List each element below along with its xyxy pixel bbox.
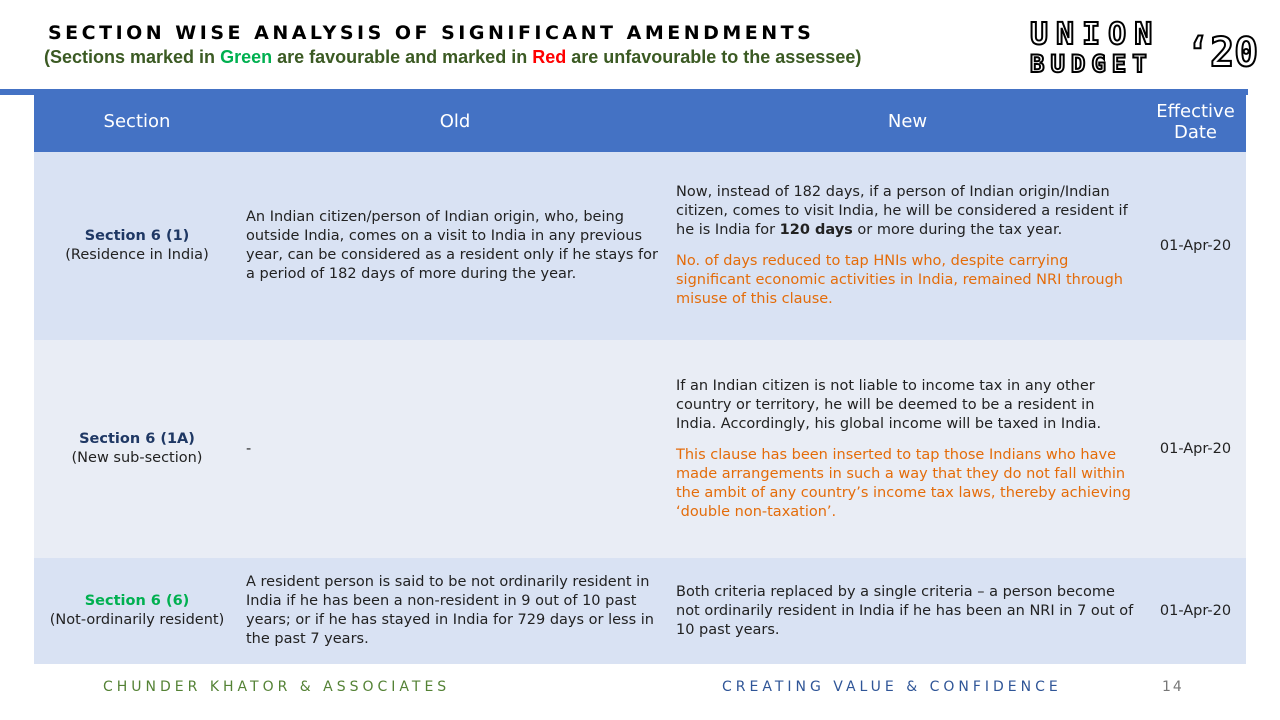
amendments-table [34, 91, 1246, 664]
subtitle-text: are unfavourable to the assessee) [566, 47, 862, 67]
section-cell [34, 152, 240, 340]
page-subtitle [44, 47, 861, 68]
table-row [34, 152, 1246, 340]
footer-tagline: CREATING VALUE & CONFIDENCE [722, 679, 1062, 695]
section-name: Section 6 (6) [84, 593, 190, 609]
col-new: New [670, 91, 1145, 152]
logo-line1: UNION [1030, 17, 1161, 52]
logo-line2: BUDGET [1030, 50, 1153, 76]
old-cell: An Indian citizen/person of Indian origin, who, being outside India, comes on a visit to India in any previous year, can be considered as a resident only if he stays for a period of 182 days of more during the year. [240, 152, 670, 340]
section-cell [34, 340, 240, 558]
section-sub: (Residence in India) [65, 247, 209, 263]
col-old: Old [240, 91, 670, 152]
section-sub: (Not-ordinarily resident) [49, 612, 225, 628]
note: No. of days reduced to tap HNIs who, despite carrying significant economic activities in India, remained NRI through misuse of this clause. [676, 253, 1123, 307]
table-header [34, 91, 1246, 152]
page-title: SECTION WISE ANALYSIS OF SIGNIFICANT AMENDMENTS [48, 22, 815, 44]
section-name: Section 6 (1) [84, 228, 190, 244]
new-cell [670, 340, 1145, 558]
page-number: 14 [1162, 679, 1184, 695]
new-cell: Both criteria replaced by a single criteria – a person become not ordinarily resident in India if he has been an NRI in 7 out of 10 past years. [670, 558, 1145, 664]
logo-year: ‘20 [1186, 30, 1259, 76]
old-cell: - [240, 340, 670, 558]
section-sub: (New sub-section) [71, 450, 203, 466]
new-text: If an Indian citizen is not liable to income tax in any other country or territory, he will be deemed to be a resident in India. Accordingly, his global income will be taxed in India. [676, 377, 1102, 432]
subtitle-text: are favourable and marked in [272, 47, 533, 67]
subtitle-green: Green [220, 47, 273, 67]
section-cell [34, 558, 240, 664]
union-budget-logo [1028, 16, 1268, 76]
date-cell: 01-Apr-20 [1145, 558, 1246, 664]
table-row [34, 558, 1246, 664]
new-cell [670, 152, 1145, 340]
new-text: or more during the tax year. [852, 222, 1063, 238]
note: This clause has been inserted to tap those Indians who have made arrangements in such a way that they do not fall within the ambit of any country’s income tax laws, thereby achieving ‘double non-taxation’. [676, 446, 1131, 520]
new-bold: 120 days [779, 222, 853, 238]
date-cell: 01-Apr-20 [1145, 340, 1246, 558]
subtitle-red: Red [532, 47, 567, 67]
section-name: Section 6 (1A) [79, 431, 195, 447]
date-cell: 01-Apr-20 [1145, 152, 1246, 340]
col-section: Section [34, 91, 240, 152]
old-cell: A resident person is said to be not ordinarily resident in India if he has been a non-resident in 9 out of 10 past years; or if he has stayed in India for 729 days or less in the past 7 years. [240, 558, 670, 664]
table-row [34, 340, 1246, 558]
footer-firm: CHUNDER KHATOR & ASSOCIATES [103, 679, 451, 695]
col-date: Effective Date [1145, 91, 1246, 152]
new-text: Now, instead of 182 days, if a person of Indian origin/Indian citizen, comes to visit India, he will be considered a resident if he is India for [676, 184, 1128, 238]
subtitle-text: (Sections marked in [44, 47, 221, 67]
